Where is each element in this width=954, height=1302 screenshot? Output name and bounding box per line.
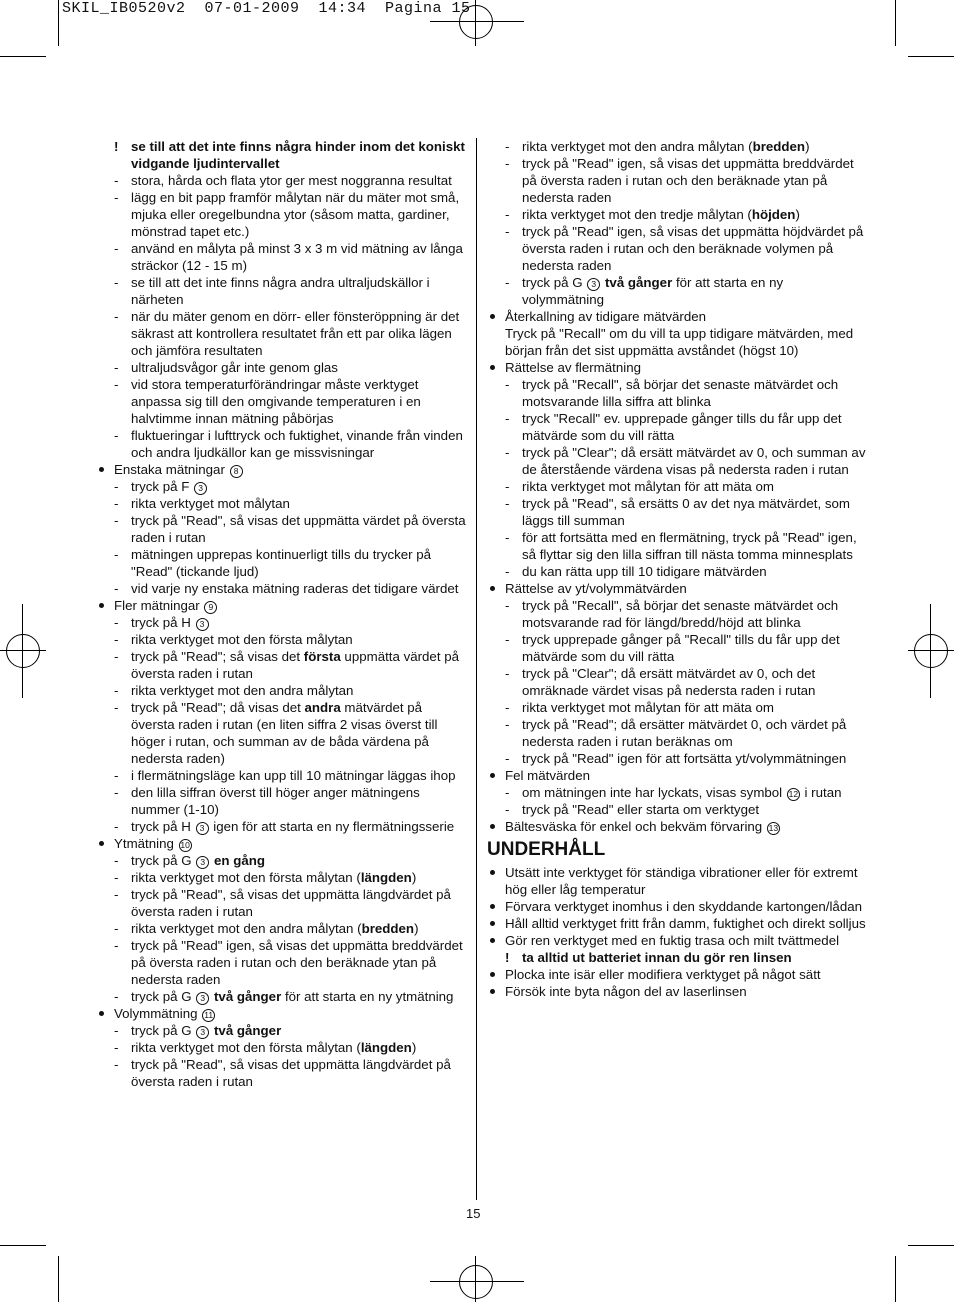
text-run: Volymmätning xyxy=(114,1006,202,1021)
figure-ref-icon: 10 xyxy=(180,840,190,850)
dash-marker: - xyxy=(505,411,510,426)
text-run: bredden xyxy=(752,139,806,154)
text-run: höjden xyxy=(751,207,796,222)
bullet-list-item xyxy=(487,915,867,932)
dash-marker: - xyxy=(505,377,510,392)
paragraph xyxy=(487,325,867,359)
dash-marker: - xyxy=(114,309,119,324)
text-run: tryck på G xyxy=(131,989,196,1004)
crop-mark xyxy=(0,56,46,57)
bullet-list-item xyxy=(487,932,867,949)
text-run: Rättelse av yt/volymmätvärden xyxy=(505,581,687,596)
dash-marker: - xyxy=(505,224,510,239)
dash-marker: - xyxy=(114,989,119,1004)
left-column xyxy=(96,138,468,1090)
text-run: tryck på G xyxy=(131,853,196,868)
text-run: tryck på "Read" igen, så visas det uppmätta breddvärdet på översta raden i rutan och den beräknade ytan på nedersta raden xyxy=(131,938,463,987)
text-run: Återkallning av tidigare mätvärden xyxy=(505,309,707,324)
figure-ref-icon: 3 xyxy=(196,856,209,869)
text-run: om mätningen inte har lyckats, visas symbol xyxy=(522,785,786,800)
dash-list-item xyxy=(487,699,867,716)
text-run: se till att det inte finns några andra ultraljudskällor i närheten xyxy=(131,275,430,307)
text-run: Tryck på "Recall" om du vill ta upp tidigare mätvärden, med början från det sist uppmätta avståndet (högst 10) xyxy=(505,326,854,358)
text-run: längden xyxy=(360,870,412,885)
figure-ref-icon: 9 xyxy=(204,601,217,614)
dash-list-item xyxy=(96,359,468,376)
text-run: mätvärdet på översta raden i rutan (en liten siffra 2 visas överst till höger i rutan, och summan av de båda värdena på nedersta raden) xyxy=(131,700,438,766)
bullet-list-item xyxy=(96,835,468,852)
dash-list-item xyxy=(96,937,468,988)
dash-marker: - xyxy=(114,785,119,800)
dash-list-item xyxy=(96,376,468,427)
dash-marker: - xyxy=(505,717,510,732)
dash-marker: - xyxy=(114,275,119,290)
crop-mark xyxy=(908,1245,954,1246)
text-run: den lilla siffran överst till höger anger mätningens nummer (1-10) xyxy=(131,785,420,817)
crop-mark xyxy=(58,1256,59,1302)
figure-ref-icon: 3 xyxy=(196,1026,209,1039)
text-run: rikta verktyget mot målytan för att mäta om xyxy=(522,700,774,715)
dash-list-item xyxy=(487,410,867,444)
text-run: ) xyxy=(805,139,810,154)
text-run: tryck på "Read", så visas det uppmätta längdvärdet på översta raden i rutan xyxy=(131,1057,451,1089)
text-run: tryck på "Read", så ersätts 0 av det nya mätvärdet, som läggs till summan xyxy=(522,496,850,528)
text-run: stora, hårda och flata ytor ger mest noggranna resultat xyxy=(131,173,452,188)
text-run: ) xyxy=(414,921,419,936)
dash-list-item xyxy=(96,886,468,920)
text-run: rikta verktyget mot den andra målytan xyxy=(131,683,354,698)
dash-list-item xyxy=(96,1056,468,1090)
text-run: tryck upprepade gånger på "Recall" tills du får upp det mätvärde som du vill rätta xyxy=(522,632,840,664)
dash-marker: - xyxy=(114,1040,119,1055)
print-slug-header: SKIL_IB0520v2 07-01-2009 14:34 Pagina 15 xyxy=(62,0,471,17)
text-run: ) xyxy=(411,1040,417,1055)
text-run: Enstaka mätningar xyxy=(114,462,229,477)
dash-list-item xyxy=(96,512,468,546)
text-run: tryck på "Read", så visas det uppmätta värdet på översta raden i rutan xyxy=(131,513,466,545)
dash-marker: - xyxy=(114,853,119,868)
dash-list-item xyxy=(96,648,468,682)
dash-marker: - xyxy=(114,921,119,936)
dash-list-item xyxy=(487,784,867,801)
bullet-list-item xyxy=(487,580,867,597)
text-run: du kan rätta upp till 10 tidigare mätvärden xyxy=(522,564,767,579)
dash-list-item xyxy=(96,852,468,869)
dash-marker: - xyxy=(114,615,119,630)
text-run: ) xyxy=(795,207,800,222)
text-run: tryck på H xyxy=(131,615,195,630)
text-run: rikta verktyget mot den första målytan ( xyxy=(131,1040,361,1055)
dash-marker: - xyxy=(114,360,119,375)
dash-list-item xyxy=(96,818,468,835)
text-run: tryck på F xyxy=(131,479,194,494)
warning-icon: ! xyxy=(114,139,119,154)
text-run: tryck på "Clear"; då ersätt mätvärdet av 0, och det omräknade värdet visas på nedersta raden i rutan xyxy=(522,666,816,698)
figure-ref-icon: 13 xyxy=(768,823,779,833)
dash-list-item xyxy=(487,495,867,529)
dash-marker: - xyxy=(114,683,119,698)
crop-mark xyxy=(908,56,954,57)
text-run: tryck på "Read"; då ersätter mätvärdet 0, och värdet på nedersta raden i rutan beräknas om xyxy=(522,717,847,749)
dash-marker: - xyxy=(114,887,119,902)
crop-mark xyxy=(0,1245,46,1246)
dash-list-item xyxy=(96,767,468,784)
dash-list-item xyxy=(96,784,468,818)
dash-marker: - xyxy=(114,547,119,562)
text-run: vid stora temperaturförändringar måste verktyget anpassa sig till den omgivande temperaturen i en halvtimme innan mätning påbörjas xyxy=(131,377,421,426)
section-heading xyxy=(487,838,867,862)
dash-list-item xyxy=(487,223,867,274)
figure-ref-icon: 3 xyxy=(196,822,209,835)
text-run: tryck på "Recall", så börjar det senaste mätvärdet och motsvarande lilla siffra att blinka xyxy=(522,377,839,409)
text-run: vid varje ny enstaka mätning raderas det tidigare värdet xyxy=(131,581,459,596)
text-run: rikta verktyget mot den första målytan ( xyxy=(131,870,361,885)
dash-marker: - xyxy=(114,938,119,953)
text-run: i flermätningsläge kan upp till 10 mätningar läggas ihop xyxy=(131,768,456,783)
dash-marker: - xyxy=(114,377,119,392)
text-run: för att fortsätta med en flermätning, tryck på "Read" igen, så flyttar sig den lilla siffran till nästa tomma minnesplats xyxy=(522,530,857,562)
dash-marker: - xyxy=(505,275,510,290)
text-run: Förvara verktyget inomhus i den skyddande kartongen/lådan xyxy=(505,899,863,914)
text-run: Fel mätvärden xyxy=(505,768,590,783)
text-run: för att starta en ny volymmätning xyxy=(522,275,784,307)
text-run: lägg en bit papp framför målytan när du mäter mot små, mjuka eller oregelbundna ytor (såsom matta, gardiner, mönstrad tapet etc.) xyxy=(131,190,460,239)
dash-marker: - xyxy=(505,598,510,613)
dash-list-item xyxy=(487,138,867,155)
text-run: rikta verktyget mot den andra målytan ( xyxy=(522,139,753,154)
bullet-list-item xyxy=(96,461,468,478)
dash-marker: - xyxy=(505,479,510,494)
figure-ref-icon: 12 xyxy=(788,789,799,799)
dash-marker: - xyxy=(505,785,510,800)
text-run: tryck "Recall" ev. upprepade gånger tills du får upp det mätvärde som du vill rätta xyxy=(522,411,842,443)
dash-marker: - xyxy=(114,581,119,596)
crop-mark xyxy=(895,1256,896,1302)
text-run: Plocka inte isär eller modifiera verktyget på något sätt xyxy=(505,967,821,982)
dash-marker: - xyxy=(114,496,119,511)
text-run: tryck på G xyxy=(131,1023,196,1038)
text-run: mätningen upprepas kontinuerligt tills du trycker på "Read" (tickande ljud) xyxy=(131,547,432,579)
dash-marker: - xyxy=(505,564,510,579)
dash-marker: - xyxy=(114,768,119,783)
dash-marker: - xyxy=(505,445,510,460)
text-run: Fler mätningar xyxy=(114,598,204,613)
dash-marker: - xyxy=(505,207,510,222)
dash-marker: - xyxy=(505,139,510,154)
text-run: tryck på "Read", så visas det uppmätta längdvärdet på översta raden i rutan xyxy=(131,887,451,919)
column-divider xyxy=(476,138,477,1200)
text-run: två gånger xyxy=(605,275,673,290)
dash-list-item xyxy=(96,274,468,308)
bullet-list-item xyxy=(487,966,867,983)
text-run: igen för att starta en ny flermätningsserie xyxy=(209,819,455,834)
dash-marker: - xyxy=(114,190,119,205)
dash-list-item xyxy=(96,580,468,597)
dash-list-item xyxy=(487,155,867,206)
text-run: Utsätt inte verktyget för ständiga vibrationer eller för extremt hög eller låg temperatur xyxy=(505,865,858,897)
dash-list-item xyxy=(96,631,468,648)
text-run: UNDERHÅLL xyxy=(487,839,606,860)
bullet-list-item xyxy=(487,818,867,835)
text-run: tryck på "Read" eller starta om verktyget xyxy=(522,802,760,817)
dash-list-item xyxy=(487,478,867,495)
figure-ref-icon: 3 xyxy=(196,618,209,631)
text-run: använd en målyta på minst 3 x 3 m vid mätning av långa sträckor (12 - 15 m) xyxy=(131,241,463,273)
dash-marker: - xyxy=(114,700,119,715)
text-run: längden xyxy=(360,1040,412,1055)
figure-ref-icon: 8 xyxy=(230,465,243,478)
text-run: tryck på "Read" igen för att fortsätta yt/volymmätningen xyxy=(522,751,847,766)
dash-marker: - xyxy=(505,802,510,817)
dash-marker: - xyxy=(114,649,119,664)
text-run: ultraljudsvågor går inte genom glas xyxy=(131,360,338,375)
dash-list-item xyxy=(96,869,468,886)
dash-marker: - xyxy=(505,632,510,647)
bullet-list-item xyxy=(487,308,867,325)
dash-marker: - xyxy=(114,241,119,256)
text-run: Ytmätning xyxy=(114,836,178,851)
dash-list-item xyxy=(96,1022,468,1039)
dash-marker: - xyxy=(114,428,119,443)
text-run: tryck på "Read"; så visas det xyxy=(131,649,304,664)
dash-list-item xyxy=(487,716,867,750)
dash-list-item xyxy=(487,274,867,308)
text-run: två gånger xyxy=(214,1023,282,1038)
dash-list-item xyxy=(487,801,867,818)
text-run: rikta verktyget mot målytan xyxy=(131,496,290,511)
dash-marker: - xyxy=(114,513,119,528)
text-run: rikta verktyget mot den andra målytan ( xyxy=(131,921,362,936)
dash-list-item xyxy=(487,529,867,563)
dash-list-item xyxy=(487,750,867,767)
text-run: tryck på "Read" igen, så visas det uppmätta breddvärdet på översta raden i rutan och den beräknade ytan på nedersta raden xyxy=(522,156,854,205)
text-run: en gång xyxy=(214,853,265,868)
dash-marker: - xyxy=(114,173,119,188)
text-run: Bältesväska för enkel och bekväm förvaring xyxy=(505,819,766,834)
dash-list-item xyxy=(96,1039,468,1056)
bullet-list-item xyxy=(487,898,867,915)
figure-ref-icon: 3 xyxy=(196,992,209,1005)
dash-marker: - xyxy=(114,632,119,647)
text-run: när du mäter genom en dörr- eller fönsteröppning är det säkrast att kontrollera resultatet från ett par olika lägen och jämföra resultaten xyxy=(131,309,460,358)
text-run: rikta verktyget mot den första målytan xyxy=(131,632,353,647)
dash-marker: - xyxy=(114,479,119,494)
dash-marker: - xyxy=(505,751,510,766)
warning-item xyxy=(96,138,468,172)
dash-list-item xyxy=(487,444,867,478)
text-run: rikta verktyget mot den tredje målytan ( xyxy=(522,207,752,222)
text-run: rikta verktyget mot målytan för att mäta om xyxy=(522,479,774,494)
text-run: tryck på "Read"; då visas det xyxy=(131,700,305,715)
text-run: första xyxy=(303,649,341,664)
dash-list-item xyxy=(96,427,468,461)
dash-marker: - xyxy=(505,496,510,511)
dash-list-item xyxy=(96,699,468,767)
text-run: i rutan xyxy=(800,785,842,800)
dash-list-item xyxy=(487,376,867,410)
dash-marker: - xyxy=(114,1057,119,1072)
text-run: Försök inte byta någon del av laserlinsen xyxy=(505,984,747,999)
text-run: tryck på "Read" igen, så visas det uppmätta höjdvärdet på översta raden i rutan och den beräknade volymen på nedersta raden xyxy=(522,224,864,273)
right-column xyxy=(487,138,867,1000)
dash-list-item xyxy=(96,920,468,937)
text-run: tryck på H xyxy=(131,819,195,834)
dash-marker: - xyxy=(114,870,119,885)
dash-list-item xyxy=(487,631,867,665)
figure-ref-icon: 3 xyxy=(194,482,207,495)
text-run: tryck på "Clear"; då ersätt mätvärdet av 0, och summan av de återstående värdena visas på nedersta raden i rutan xyxy=(522,445,866,477)
dash-list-item xyxy=(96,308,468,359)
dash-list-item xyxy=(96,478,468,495)
bullet-list-item xyxy=(487,864,867,898)
dash-list-item xyxy=(96,172,468,189)
dash-list-item xyxy=(487,597,867,631)
dash-list-item xyxy=(487,665,867,699)
figure-ref-icon: 3 xyxy=(587,278,600,291)
bullet-list-item xyxy=(487,767,867,784)
figure-ref-icon: 11 xyxy=(202,1009,215,1022)
warning-item xyxy=(487,949,867,966)
warning-icon: ! xyxy=(505,950,510,965)
dash-marker: - xyxy=(505,666,510,681)
text-run: fluktueringar i lufttryck och fuktighet, vinande från vinden och andra ljudkällor kan ge missvisningar xyxy=(131,428,463,460)
text-run: Håll alltid verktyget fritt från damm, fuktighet och direkt solljus xyxy=(505,916,866,931)
dash-list-item xyxy=(487,206,867,223)
dash-marker: - xyxy=(114,819,119,834)
text-run: bredden xyxy=(361,921,415,936)
text-run: Rättelse av flermätning xyxy=(505,360,641,375)
dash-marker: - xyxy=(505,530,510,545)
text-run: uppmätta värdet på översta raden i rutan xyxy=(131,649,460,681)
dash-list-item xyxy=(96,240,468,274)
dash-marker: - xyxy=(114,1023,119,1038)
dash-list-item xyxy=(96,682,468,699)
dash-list-item xyxy=(96,546,468,580)
dash-list-item xyxy=(96,614,468,631)
bullet-list-item xyxy=(96,597,468,614)
text-run: för att starta en ny ytmätning xyxy=(281,989,454,1004)
dash-marker: - xyxy=(505,700,510,715)
crop-mark xyxy=(58,0,59,46)
bullet-list-item xyxy=(487,359,867,376)
dash-list-item xyxy=(96,495,468,512)
bullet-list-item xyxy=(96,1005,468,1022)
dash-list-item xyxy=(96,988,468,1005)
text-run: tryck på G xyxy=(522,275,587,290)
text-run: ) xyxy=(411,870,417,885)
dash-marker: - xyxy=(505,156,510,171)
text-run: se till att det inte finns några hinder inom det koniskt vidgande ljudintervallet xyxy=(131,139,465,171)
bullet-list-item xyxy=(487,983,867,1000)
page-number: 15 xyxy=(466,1206,481,1221)
text-run: andra xyxy=(304,700,341,715)
dash-list-item xyxy=(96,189,468,240)
text-run: tryck på "Recall", så börjar det senaste mätvärdet och motsvarande rad för längd/bredd/höjd att blinka xyxy=(522,598,839,630)
dash-list-item xyxy=(487,563,867,580)
text-run: Gör ren verktyget med en fuktig trasa och milt tvättmedel xyxy=(505,933,840,948)
text-run: två gånger xyxy=(214,989,282,1004)
crop-mark xyxy=(895,0,896,46)
text-run: ta alltid ut batteriet innan du gör ren linsen xyxy=(522,950,792,965)
